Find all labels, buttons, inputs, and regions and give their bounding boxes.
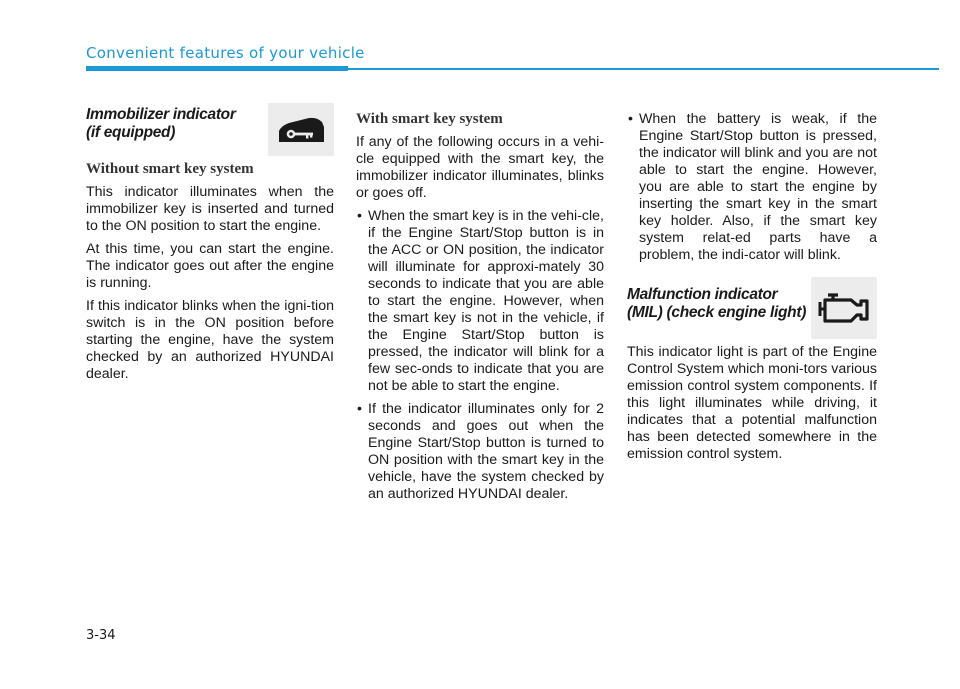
list-item: • If the indicator illuminates only for 2 seconds and goes out when the Engine Start/Stop button is turned to ON position with the smart key in the vehicle, have the system checked by an authorized HYUNDAI dealer. — [356, 401, 604, 503]
column-2 — [356, 106, 604, 509]
paragraph: At this time, you can start the engine. The indicator goes out after the engine is running. — [86, 241, 334, 291]
section-title: Convenient features of your vehicle — [86, 44, 365, 62]
with-smart-key-subheading: With smart key system — [356, 111, 503, 127]
page-number: 3-34 — [86, 628, 116, 643]
bullet-list — [356, 208, 604, 503]
without-smart-key-subheading: Without smart key system — [86, 161, 254, 177]
list-item: • When the battery is weak, if the Engine Start/Stop button is pressed, the indicator will blink and you are not able to start the engine. However, you are able to start the engine by inserting the smart key in the smart key holder. Also, if the smart key system relat-ed parts have a problem, the indi-cator will blink. — [627, 111, 877, 264]
column-3 — [627, 111, 877, 469]
mil-title: Malfunction indicator (MIL) (check engine light) — [627, 286, 807, 321]
header-rule-thin — [348, 68, 939, 70]
header-rule-thick — [86, 66, 348, 71]
bullet-list — [627, 111, 877, 264]
immobilizer-key-car-icon — [268, 103, 334, 156]
paragraph: This indicator illuminates when the immobilizer key is inserted and turned to the ON position to start the engine. — [86, 184, 334, 234]
immobilizer-title: Immobilizer indicator (if equipped) — [86, 106, 236, 141]
check-engine-icon — [811, 277, 877, 339]
column-1 — [86, 106, 334, 389]
paragraph: This indicator light is part of the Engine Control System which moni-tors various emission control system components. If this light illuminates while driving, it indicates that a potential malfunction has been detected somewhere in the emission control system. — [627, 344, 877, 462]
mil-heading — [627, 282, 877, 344]
immobilizer-heading — [86, 106, 334, 160]
paragraph: If this indicator blinks when the igni-tion switch is in the ON position before starting the engine, have the system checked by an authorized HYUNDAI dealer. — [86, 298, 334, 382]
paragraph: If any of the following occurs in a vehi-cle equipped with the smart key, the immobilizer indicator illuminates, blinks or goes off. — [356, 134, 604, 201]
list-item: • When the smart key is in the vehi-cle, if the Engine Start/Stop button is in the ACC or ON position, the indicator will illuminate for approxi-mately 30 seconds to indicate that you are able to start the engine. However, when the smart key is not in the vehicle, if the Engine Start/Stop button is pressed, the indicator will blink for a few sec-onds to indicate that you are not be able to start the engine. — [356, 208, 604, 395]
